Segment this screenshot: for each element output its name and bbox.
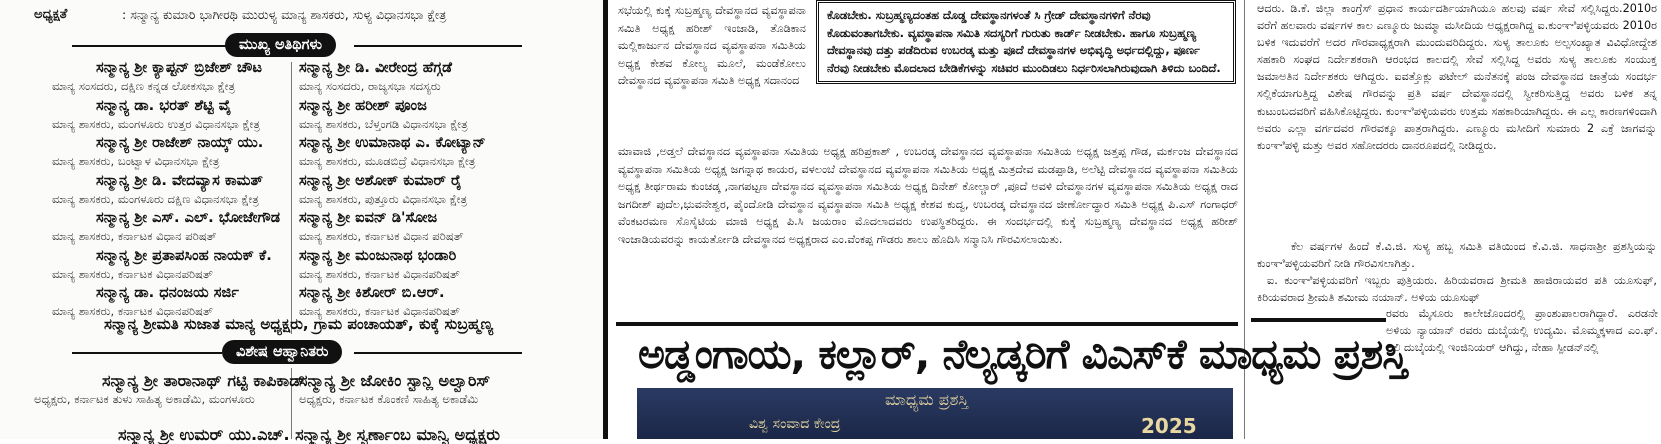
guest-name: ಸನ್ಮಾನ್ಯ ಶ್ರೀ ಡಿ. ವೀರೇಂದ್ರ ಹೆಗ್ಗಡೆ xyxy=(299,59,452,76)
guest-name: ಸನ್ಮಾನ್ಯ ಶ್ರೀ ಐವನ್ ಡಿ'ಸೋಜ xyxy=(299,209,438,226)
guest-role: ಮಾನ್ಯ ಶಾಸಕರು, ಕರ್ನಾಟಕ ವಿಧಾನಪರಿಷತ್ xyxy=(299,266,460,281)
obituary-text-narrow: ರವರು ಮೈಸೂರು ಕಾಲೇಜೊಂದರಲ್ಲಿ ಪ್ರಾಂಶುಪಾಲರಾಗಿದ್ದಾರೆ. ಎರಡನೇ ಅಳಿಯ ನ್ಯಾಯಾನ್ ರವರು ದುಬೈಯಲ್ಲಿ ಉದ್ಯಮಿ. ಮೊಮ್ಮಕ್ಕಳಾದ ಎಂ.ಫ್. ಅಲಿ ದುಬೈಯಲ್ಲಿ ಇಂಜಿನಿಯರ್ ಆಗಿದ್ದು, ನೇಹಾ ಸ್ಪೀಡನ್‌ನಲ್ಲಿ xyxy=(1386,307,1658,355)
right-article-panel xyxy=(1251,0,1661,439)
guest-name: ಸನ್ಮಾನ್ಯ ಶ್ರೀ ಕ್ಯಾಪ್ಟನ್ ಬ್ರಿಜೇಶ್ ಚೌಟ xyxy=(96,59,262,76)
guest-role: ಮಾನ್ಯ ಶಾಸಕರು, ಕರ್ನಾಟಕ ವಿಧಾನಪರಿಷತ್ xyxy=(299,304,460,318)
guest-role: ಮಾನ್ಯ ಶಾಸಕರು, ಕರ್ನಾಟಕ ವಿಧಾನ ಪರಿಷತ್ xyxy=(52,229,217,243)
guest-role: ಮಾನ್ಯ ಶಾಸಕರು, ಬಂಟ್ವಾಳ ವಿಧಾನಸಭಾ ಕ್ಷೇತ್ರ xyxy=(52,154,220,168)
guest-name: ಸನ್ಮಾನ್ಯ ಡಾ. ಧನಂಜಯ ಸರ್ಜಿ xyxy=(96,284,239,301)
special-invitees-heading: ವಿಶೇಷ ಆಹ್ವಾನಿತರು xyxy=(222,340,342,364)
guest-name: ಸನ್ಮಾನ್ಯ ಶ್ರೀ ಪ್ರತಾಪಸಿಂಹ ನಾಯಕ್ ಕೆ. xyxy=(96,246,272,264)
guest-name: ಸನ್ಮಾನ್ಯ ಶ್ರೀ ಅಶೋಕ್ ಕುಮಾರ್ ರೈ xyxy=(299,171,462,189)
special-guest-name: ಸನ್ಮಾನ್ಯ ಶ್ರೀ ತಾರಾನಾಥ್ ಗಟ್ಟಿ ಕಾಪಿಕಾಡ್ xyxy=(102,371,305,390)
article-column-1: ಸಭೆಯಲ್ಲಿ ಕುಕ್ಕೆ ಸುಬ್ರಹ್ಮಣ್ಯ ದೇವಸ್ಥಾನದ ವ್ಯವಸ್ಥಾಪನಾ ಸಮಿತಿ ಅಧ್ಯಕ್ಷ ಹರೀಶ್ ಇಂಜಾಡಿ, ತೊಡಿಕಾನ ಮಲ್ಲಿಕಾರ್ಜುನ ದೇವಸ್ಥಾನದ ವ್ಯವಸ್ಥಾಪನಾ ಸಮಿತಿಯ ಅಧ್ಯಕ್ಷ ಕೇಶವ ಕೋಲ್ಯ ಮೂಲೆ, ಮಂಡೆಕೋಲು ದೇವಸ್ಥಾನದ ವ್ಯವಸ್ಥಾಪನಾ ಸಮಿತಿ ಅಧ್ಯಕ್ಷ ಸದಾನಂದ xyxy=(618,4,806,87)
column-divider xyxy=(291,62,292,334)
divider xyxy=(72,45,228,47)
highlight-box: ಕೊಡಬೇಕು. ಸುಬ್ರಹ್ಮಣ್ಯದಂತಹ ದೊಡ್ಡ ದೇವಸ್ಥಾನಗಳಂತೆ ಸಿ ಗ್ರೇಡ್ ದೇವಸ್ಥಾನಗಳಿಗೆ ನೆರವು ಕೊಡುವಂತಾಗಬೇಕು. ವ್ಯವಸ್ಥಾಪನಾ ಸಮಿತಿ ಸದಸ್ಯರಿಗೆ ಗುರುತು ಕಾರ್ಡ್ ನೀಡಬೇಕು. ಹಾಗೂ ಸುಬ್ರಹ್ಮಣ್ಯ ದೇವಸ್ಥಾನವು ದತ್ತು ಪಡೆದಿರುವ ಉಬರಡ್ಕ ಮತ್ತು ಪೂದೆ ದೇವಸ್ಥಾನಗಳ ಅಭಿವೃದ್ಧಿ ಅರ್ಧದಲ್ಲಿದ್ದು, ಪೂರ್ಣ ನೆರವು ನೀಡಬೇಕು ಮೊದಲಾದ ಬೇಡಿಕೆಗಳನ್ನು ಸಚಿವರ ಮುಂದಿಡಲು ನಿರ್ಧರಿಸಲಾಗಿರುವುದಾಗಿ ತಿಳಿದು ಬಂದಿದೆ. xyxy=(816,0,1236,84)
guest-role: ಮಾನ್ಯ ಶಾಸಕರು, ಕರ್ನಾಟಕ ವಿಧಾನಪರಿಷತ್ xyxy=(52,304,213,318)
guest-role: ಮಾನ್ಯ ಸಂಸದರು, ದಕ್ಷಿಣ ಕನ್ನಡ ಲೋಕಸಭಾ ಕ್ಷೇತ್ರ xyxy=(52,79,236,93)
divider xyxy=(616,322,1238,326)
guest-role: ಮಾನ್ಯ ಶಾಸಕರು, ಮಂಗಳೂರು ದಕ್ಷಿಣ ವಿಧಾನಸಭಾ ಕ್ಷೇತ್ರ xyxy=(52,191,259,206)
obituary-text: ಐ. ಕುಂಞಿಪಳ್ಳಿಯವರಿಗೆ ಇಬ್ಬರು ಪುತ್ರಿಯರು. ಹಿರಿಯವರಾದ ಶ್ರೀಮತಿ ಹಾಜಿರಾಯವರ ಪತಿ ಯೂಸುಫ್, ಕಿರಿಯವರಾದ ಶ್ರೀಮತಿ ಶಮೀಮ ನಯಾನ್. ಅಳಿಯ ಯೂಸುಫ್ xyxy=(1257,274,1657,305)
award-photo xyxy=(637,388,1233,439)
guest-name: ಸನ್ಮಾನ್ಯ ಶ್ರೀ ಮಂಜುನಾಥ ಭಂಡಾರಿ xyxy=(299,246,457,264)
article-wide-text: ಮಾವಾಜಿ ,ಅಡ್ತಲೆ ದೇವಸ್ಥಾನದ ವ್ಯವಸ್ಥಾಪನಾ ಸಮಿತಿಯ ಅಧ್ಯಕ್ಷ ಹರಿಪ್ರಕಾಶ್ , ಉಬರಡ್ಕ ದೇವಸ್ಥಾನದ ವ್ಯವಸ್ಥಾಪನಾ ಸಮಿತಿಯ ಅಧ್ಯಕ್ಷ ಜತ್ತಪ್ಪ ಗೌಡ, ಮರ್ಕಂಜ ದೇವಸ್ಥಾನದ ವ್ಯವಸ್ಥಾಪನಾ ಸಮಿತಿಯ ಅಧ್ಯಕ್ಷ ಜಗನ್ನಾಥ ಕಾಯರ, ವಳಲಂಬೆ ದೇವಸ್ಥಾನದ ವ್ಯವಸ್ಥಾಪನಾ ಸಮಿತಿಯ ಅಧ್ಯಕ್ಷ ಮಿತ್ರದೇವ ಮಡಪ್ಪಾಡಿ, ಅಲೆಟ್ಟಿ ದೇವಸ್ಥಾನದ ವ್ಯವಸ್ಥಾಪನಾ ಸಮಿತಿಯ ಅಧ್ಯಕ್ಷ ತೀರ್ಥರಾಮ ಕುಂಚಡ್ಕ ,ನಾಗಪಟ್ಟಣ ದೇವಸ್ಥಾನದ ವ್ಯವಸ್ಥಾಪನಾ ಸಮಿತಿಯ ಅಧ್ಯಕ್ಷ ದಿನೇಶ್ ಕೋಲ್ಚಾರ್ ,ಪೂದೆ ಅವಳಿ ದೇವಸ್ಥಾನಗಳ ವ್ಯವಸ್ಥಾಪನಾ ಸಮಿತಿಯ ಅಧ್ಯಕ್ಷ ರಾದ ಜಗದೀಶ್ ಪುದೆಲ,ಭುವನೇಶ್ವರ, ಪೈಂದೋಡಿ ದೇವಸ್ಥಾನ ವ್ಯವಸ್ಥಾಪನಾ ಸಮಿತಿ ಅಧ್ಯಕ್ಷ ಕೇಶವ ಕುದ್ವ, ಉಬರಡ್ಕ ದೇವಸ್ಥಾನದ ಜೀರ್ಣೋದ್ಧಾರ ಸಮಿತಿ ಅಧ್ಯಕ್ಷ ಪಿ.ಎಸ್ ಗಂಗಾಧರ್ ವೆಂಕಟರಮಣ ಸೊಸೈಟಿಯ ಮಾಜಿ ಅಧ್ಯಕ್ಷ ಪಿ.ಸಿ ಜಯರಾಂ ಮೊದಲಾದವರು ಉಪಸ್ಥಿತರಿದ್ದರು. ಈ ಸಂದರ್ಭದಲ್ಲಿ ಕುಕ್ಕೆ ಸುಬ್ರಹ್ಮಣ್ಯ ದೇವಸ್ಥಾನದ ಅಧ್ಯಕ್ಷ ಹರೀಶ್ ಇಂಜಾಡಿಯವರನ್ನು ಕಾಯರ್ತೋಡಿ ದೇವಸ್ಥಾನದ ಅಧ್ಯಕ್ಷರಾದ ಎಂ.ವೆಂಕಪ್ಪ ಗೌಡರು ಶಾಲು ಹೊದಿಸಿ ಸನ್ಮಾನಿಸಿ ಗೌರವಿಸಲಾಯಿತು. xyxy=(618,145,1238,246)
special-guest-name: ಸನ್ಮಾನ್ಯ ಶ್ರೀ ಜೋಕಿಂ ಸ್ಟಾನ್ಲಿ ಅಲ್ವಾರಿಸ್ xyxy=(299,371,491,390)
divider xyxy=(1251,318,1386,322)
special-guest-role: ಅಧ್ಯಕ್ಷರು, ಕರ್ನಾಟಕ ತುಳು ಸಾಹಿತ್ಯ ಅಕಾಡೆಮಿ, ಮಂಗಳೂರು xyxy=(34,392,255,406)
divider xyxy=(354,352,522,354)
guest-role: ಮಾನ್ಯ ಶಾಸಕರು, ಬೆಳ್ತಂಗಡಿ ವಿಧಾನಸಭಾ ಕ್ಷೇತ್ರ xyxy=(299,116,468,131)
photo-caption: ಮಾಧ್ಯಮ ಪ್ರಶಸ್ತಿ xyxy=(885,390,969,409)
guest-name: ಸನ್ಮಾನ್ಯ ಶ್ರೀ ಹರೀಶ್ ಪೂಂಜ xyxy=(299,96,427,114)
guest-name: ಸನ್ಮಾನ್ಯ ಶ್ರೀ ಉಮಾನಾಥ ಎ. ಕೋಟ್ಯಾನ್ xyxy=(299,134,486,151)
divider xyxy=(354,45,522,47)
guest-role: ಮಾನ್ಯ ಸಂಸದರು, ರಾಜ್ಯಸಭಾ ಸದಸ್ಯರು xyxy=(299,79,441,93)
guest-role: ಮಾನ್ಯ ಶಾಸಕರು, ಪುತ್ತೂರು ವಿಧಾನಸಭಾ ಕ್ಷೇತ್ರ xyxy=(299,191,468,206)
last-guest: ಸನ್ಮಾನ್ಯ ಶ್ರೀಮತಿ ಸುಜಾತ ಮಾನ್ಯ ಅಧ್ಯಕ್ಷರು, ಗ್ರಾಮ ಪಂಚಾಯತ್, ಕುಕ್ಕೆ ಸುಬ್ರಹ್ಮಣ್ಯ xyxy=(104,315,494,333)
special-guest-role: ಅಧ್ಯಕ್ಷರು, ಕರ್ನಾಟಕ ಕೊಂಕಣಿ ಸಾಹಿತ್ಯ ಅಕಾಡೆಮಿ xyxy=(299,392,479,406)
guest-name: ಸನ್ಮಾನ್ಯ ಡಾ. ಭರತ್ ಶೆಟ್ಟಿ ವೈ xyxy=(96,96,232,114)
president-label: ಅಧ್ಯಕ್ಷತೆ xyxy=(34,7,68,22)
guest-name: ಸನ್ಮಾನ್ಯ ಶ್ರೀ ಡಿ. ವೇದವ್ಯಾಸ ಕಾಮತ್ xyxy=(96,171,263,189)
page-gutter xyxy=(603,0,608,439)
guest-role: ಮಾನ್ಯ ಶಾಸಕರು, ಕರ್ನಾಟಕ ವಿಧಾನ ಪರಿಷತ್ xyxy=(299,229,464,243)
obituary-text: ಆದರು. ಡಿ.ಕೆ. ಜಿಲ್ಲಾ ಕಾಂಗ್ರೆಸ್ ಪ್ರಧಾನ ಕಾರ್ಯದರ್ಶಿಯಾಗಿಯೂ ಹಲವು ವರ್ಷ ಸೇವೆ ಸಲ್ಲಿಸಿದ್ದರು.2010ರ ವರೆಗೆ ಹಲವಾರು ವರ್ಷಗಳ ಕಾಲ ಎಣ್ಮೂರು ಜುಮ್ಮಾ ಮಸೀದಿಯ ಅಧ್ಯಕ್ಷರಾಗಿದ್ದ ಐ.ಕುಂಞಿಪಳ್ಳಿಯವರು 2010ರ ಬಳಿಕ ಇದುವರೆಗೆ ಅದರ ಗೌರವಾಧ್ಯಕ್ಷರಾಗಿ ಮುಂದುವರಿದಿದ್ದರು. ಸುಳ್ಯ ತಾಲೂಕು ಅಲ್ಪಸಂಖ್ಯಾತ ವಿವಿಧೋದ್ದೇಶ ಸಹಕಾರಿ ಸಂಘದ ನಿರ್ದೇಶಕರಾಗಿ ಆರಂಭದ ಕಾಲದಲ್ಲಿ ಸೇವೆ ಸಲ್ಲಿಸಿದ್ದ ಅವರು ಸುಳ್ಯ ತಾಲೂಕು ಸಂಯುಕ್ತ ಜಮಾಅತಿನ ನಿರ್ದೇಶಕರು ಆಗಿದ್ದರು. ಐವತ್ತೊಕ್ಲು ಪಟೇಲ್ ಮನೆತನಕ್ಕೆ ಪಂಜ ದೇವಸ್ಥಾನದ ಜಾತ್ರೆಯ ಸಂದರ್ಭ ಸಲ್ಲಿಕೆಯಾಗುತ್ತಿದ್ದ ವಿಶೇಷ ಗೌರವನ್ನು ಪ್ರತಿ ವರ್ಷ ದೇವಸ್ಥಾನದಲ್ಲಿ ಸ್ವೀಕರಿಸುತ್ತಿದ್ದ ಅವರು ಬಳಿಕ ತನ್ನ ಕುಟುಂಬದವರಿಗೆ ವಹಿಸಿಕೊಟ್ಟಿದ್ದರು. ಕುಂಞಿಪಳ್ಳಿಯವರು ಉತ್ತಮ ಸಹಕಾರಿಯಾಗಿದ್ದರು. ಈ ಎಲ್ಲ ಕಾರಣಗಳಿಂದಾಗಿ ಅವರು ಎಲ್ಲಾ ವರ್ಗದವರ ಗೌರವಕ್ಕೂ ಪಾತ್ರರಾಗಿದ್ದರು. ಎಣ್ಮೂರು ಮಸೀದಿಗೆ ಸುಮಾರು 2 ಎಕ್ರೆ ಜಾಗವನ್ನು ಕುಂಞಿಪಳ್ಳಿ ಮತ್ತು ಅವರ ಸಹೋದರರು ದಾನರೂಪದಲ್ಲಿ ನೀಡಿದ್ದರು. xyxy=(1257,2,1657,152)
left-advertisement-panel xyxy=(0,0,603,444)
cut-off-line: ಸನ್ಮಾನ್ಯ ಶ್ರೀ ಉಮರ್ ಯು.ಎಚ್. ಸನ್ಮಾನ್ಯ ಶ್ರೀ ಸ್ವರ್ಣಾಂಬ ಮಾನ್ವಿ ಅಧ್ಯಕ್ಷರು xyxy=(118,425,500,444)
obituary-text: ಕೆಲ ವರ್ಷಗಳ ಹಿಂದೆ ಕೆ.ವಿ.ಜಿ. ಸುಳ್ಯ ಹಬ್ಬ ಸಮಿತಿ ವತಿಯಿಂದ ಕೆ.ವಿ.ಜಿ. ಸಾಧನಾಶ್ರೀ ಪ್ರಶಸ್ತಿಯನ್ನು ಕುಂಞಿಪಳ್ಳಿಯವರಿಗೆ ನೀಡಿ ಗೌರವಿಸಲಾಗಿತ್ತು. xyxy=(1257,240,1657,271)
photo-caption: 2025 xyxy=(1141,414,1197,438)
guest-name: ಸನ್ಮಾನ್ಯ ಶ್ರೀ ಕಿಶೋರ್ ಬಿ.ಆರ್. xyxy=(299,284,445,301)
guest-role: ಮಾನ್ಯ ಶಾಸಕರು, ಮಂಗಳೂರು ಉತ್ತರ ವಿಧಾನಸಭಾ ಕ್ಷೇತ್ರ xyxy=(52,116,260,131)
photo-caption: ವಿಶ್ವ ಸಂವಾದ ಕೇಂದ್ರ xyxy=(749,416,841,432)
middle-article-panel xyxy=(616,0,1407,439)
chief-guests-heading: ಮುಖ್ಯ ಅತಿಥಿಗಳು xyxy=(225,33,336,57)
guest-role: ಮಾನ್ಯ ಶಾಸಕರು, ಕರ್ನಾಟಕ ವಿಧಾನಪರಿಷತ್ xyxy=(52,266,213,281)
guest-role: ಮಾನ್ಯ ಶಾಸಕರು, ಮೂಡಬಿದ್ರೆ ವಿಧಾನಸಭಾ ಕ್ಷೇತ್ರ xyxy=(299,154,476,168)
headline: ಅಡ್ಡಂಗಾಯ, ಕಲ್ಲಾರ್, ನೆಲ್ಯಡ್ಕರಿಗೆ ವಿಎಸ್‌ಕೆ ಮಾಧ್ಯಮ ಪ್ರಶಸ್ತಿ xyxy=(638,330,1407,378)
president-text: : ಸನ್ಮಾನ್ಯ ಕುಮಾರಿ ಭಾಗೀರಥಿ ಮುರುಳ್ಯ ಮಾನ್ಯ ಶಾಸಕರು, ಸುಳ್ಯ ವಿಧಾನಸಭಾ ಕ್ಷೇತ್ರ xyxy=(122,7,447,22)
divider xyxy=(72,352,222,354)
guest-name: ಸನ್ಮಾನ್ಯ ಶ್ರೀ ಎಸ್. ಎಲ್. ಭೋಜೇಗೌಡ xyxy=(96,209,281,226)
guest-name: ಸನ್ಮಾನ್ಯ ಶ್ರೀ ರಾಜೇಶ್ ನಾಯ್ಕ್ ಯು. xyxy=(96,134,264,151)
